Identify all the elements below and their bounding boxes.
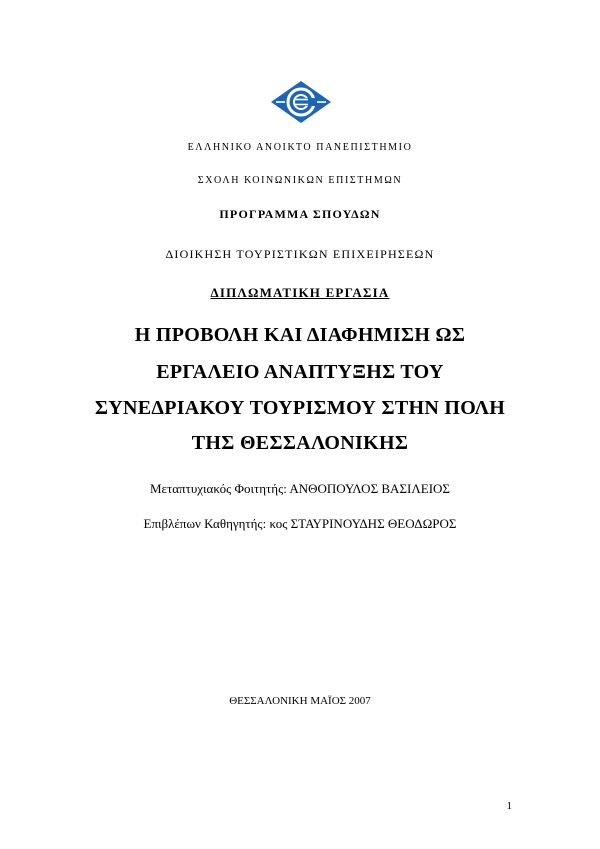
page-number: 1 [506,800,512,812]
supervisor-name: Επιβλέπων Καθηγητής: κος ΣΤΑΥΡΙΝΟΥΔΗΣ ΘΕΟΔΩΡΟΣ [143,516,457,531]
title-line-3: ΣΥΝΕΔΡΙΑΚΟΥ ΤΟΥΡΙΣΜΟΥ ΣΤΗΝ ΠΟΛΗ [94,397,506,419]
title-line-4: ΤΗΣ ΘΕΣΣΑΛΟΝΙΚΗΣ [191,432,409,454]
university-emblem-icon [270,80,332,124]
place-date: ΘΕΣΣΑΛΟΝΙΚΗ ΜΑΪΟΣ 2007 [229,695,371,707]
university-name: ΕΛΛΗΝΙΚΟ ΑΝΟΙΚΤΟ ΠΑΝΕΠΙΣΤΗΜΙΟ [187,142,413,153]
program-heading: ΠΡΟΓΡΑΜΜΑ ΣΠΟΥΔΩΝ [219,207,381,221]
student-name: Μεταπτυχιακός Φοιτητής: ΑΝΘΟΠΟΥΛΟΣ ΒΑΣΙΛΕΙΟΣ [150,481,450,496]
school-name: ΣΧΟΛΗ ΚΟΙΝΩΝΙΚΩΝ ΕΠΙΣΤΗΜΩΝ [197,175,403,186]
thesis-type: ΔΙΠΛΩΜΑΤΙΚΗ ΕΡΓΑΣΙΑ [210,285,390,300]
title-line-1: Η ΠΡΟΒΟΛΗ ΚΑΙ ΔΙΑΦΗΜΙΣΗ ΩΣ [134,324,466,346]
title-line-2: ΕΡΓΑΛΕΙΟ ΑΝΑΠΤΥΞΗΣ ΤΟΥ [156,361,444,383]
department-name: ΔΙΟΙΚΗΣΗ ΤΟΥΡΙΣΤΙΚΩΝ ΕΠΙΧΕΙΡΗΣΕΩΝ [165,247,435,261]
university-emblem-graphic [270,80,332,124]
